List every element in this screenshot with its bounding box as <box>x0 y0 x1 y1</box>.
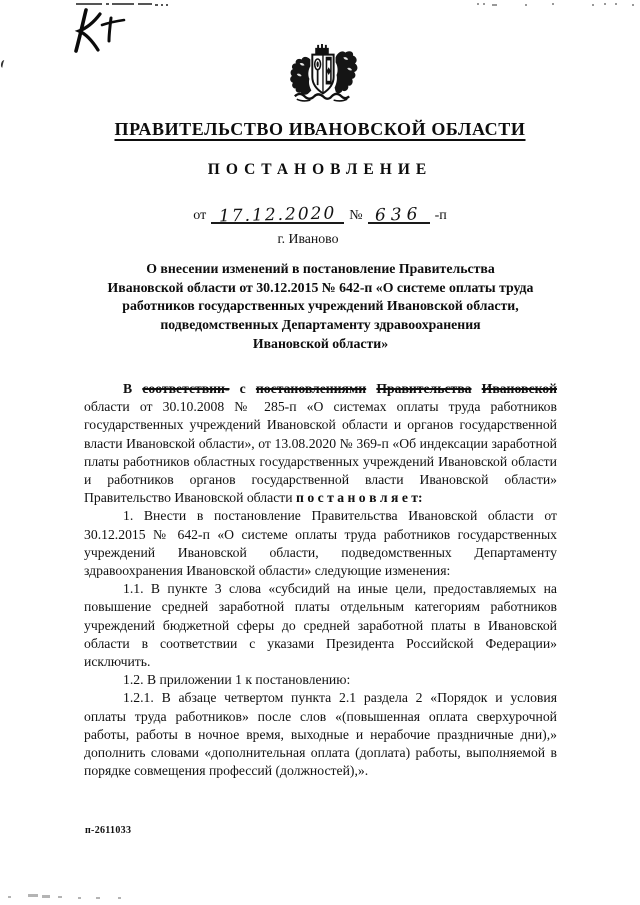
paragraph-preamble <box>84 380 557 507</box>
number-suffix-label: -п <box>434 208 447 223</box>
date-underline <box>211 203 344 227</box>
paragraph-item-1: 1. Внести в постановление Правительства Ивановской области от 30.12.2015 № 642-п «О системе оплаты труда работников государственных учреждений Ивановской области, подведомственных Департаменту здравоохранения Ивановской области» следующие изменения: <box>84 508 557 579</box>
strikethrough-word: постановлениями <box>255 381 367 396</box>
decree-word: п о с т а н о в л я е т: <box>296 490 423 506</box>
paragraph-item-1-2: 1.2. В приложении 1 к постановлению: <box>123 672 351 688</box>
date-prefix-label: от <box>193 208 207 223</box>
city-label: г. Иваново <box>277 231 339 246</box>
document-title-line: О внесении изменений в постановление Правительства <box>146 261 495 276</box>
strikethrough-word: соответствии- <box>142 381 230 396</box>
paragraph-item-1-1: 1.1. В пункте 3 слова «субсидий на иные цели, предоставляемых на повышение средней заработной платы отдельным категориям работников учреждений бюджетной сферы до средней заработной платы в Ивановской области в соответствии с указами Президента Российской Федерации» исключить. <box>84 581 557 670</box>
document-title-line: Ивановской области от 30.12.2015 № 642-п «О системе оплаты труда <box>107 279 534 295</box>
handwritten-mark-icon <box>70 4 132 63</box>
paragraph-item-1-2-1: 1.2.1. В абзаце четвертом пункта 2.1 раздела 2 «Порядок и условия оплаты труда работников» после слов «(повышенная оплата сверхурочной работы, работы в ночное время, выходные и нерабочие праздничные дни),» дополнить словами «дополнительная оплата (доплата) работы, выполняемой в порядке совмещения профессий (должностей),». <box>84 690 557 779</box>
number-sign-label: № <box>349 208 363 223</box>
document-title-line: подведомственных Департаменту здравоохранения <box>160 317 481 333</box>
text-segment <box>366 381 376 396</box>
handwritten-date-value: 17.12.2020 <box>218 203 337 227</box>
text-segment: области от 30.10.2008 № 285-п «О системах оплаты труда работников государственных учреждений Ивановской области и органов государственной власти Ивановской области», от 13.08.2020 № 369-п «Об индексации заработной платы работников областных государственных учреждений Ивановской области и работников органов государственной власти Ивановской области» Правительство Ивановской области <box>84 399 557 506</box>
text-segment: с <box>229 381 256 396</box>
date-number-line <box>0 203 640 227</box>
text-segment: В <box>123 381 143 396</box>
doc-type-title: ПОСТАНОВЛЕНИЕ <box>207 161 433 178</box>
document-title-line: работников государственных учреждений Ивановской области, <box>122 298 519 314</box>
org-name-title: ПРАВИТЕЛЬСТВО ИВАНОВСКОЙ ОБЛАСТИ <box>114 119 526 139</box>
strikethrough-word: Ивановской <box>481 381 558 396</box>
document-title <box>84 260 557 354</box>
scan-artifact-speck <box>0 60 7 69</box>
strikethrough-word: Правительства <box>376 381 472 396</box>
document-body <box>84 380 557 780</box>
document-title-line: Ивановской области» <box>252 335 389 351</box>
handwritten-number-value: 636 <box>374 204 423 226</box>
coat-of-arms-icon <box>283 42 361 111</box>
registration-code: п-2611033 <box>85 825 132 836</box>
number-underline <box>368 204 430 224</box>
text-segment <box>472 381 482 396</box>
